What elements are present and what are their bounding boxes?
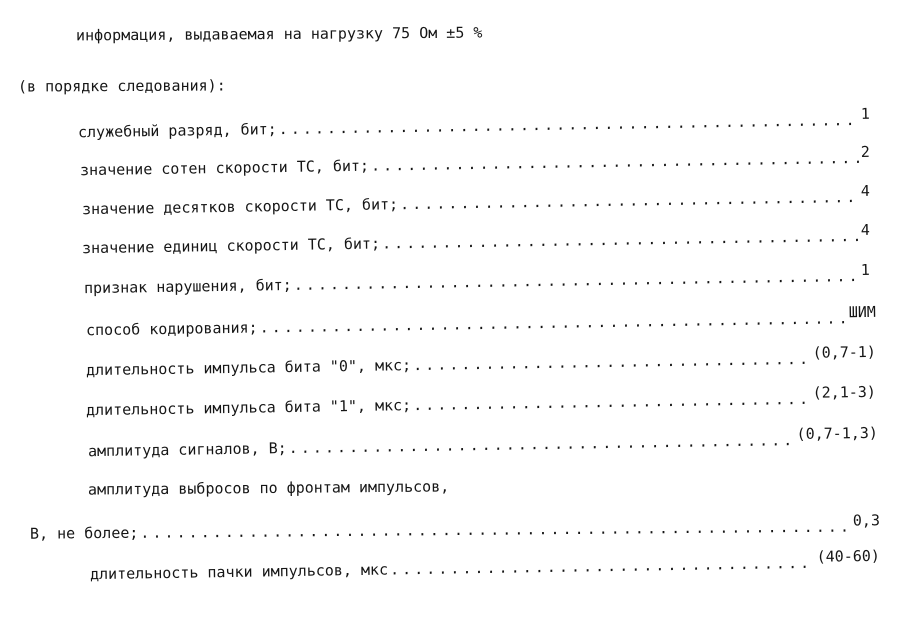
spec-row-service-bit [77,104,870,142]
spec-label: служебный разряд, бит; [77,120,277,142]
spec-value: (0,7-1) [812,342,876,362]
spec-label-overshoot-line-1: амплитуда выбросов по фронтам импульсов, [87,477,450,499]
spec-value: (0,7-1,3) [796,423,878,444]
dot-leader [289,430,795,458]
spec-label: способ кодирования; [85,318,258,340]
spec-value: 1 [860,104,870,123]
spec-label: длительность пачки импульсов, мкс [89,560,389,584]
dot-leader [371,148,859,176]
spec-value: 4 [860,220,870,239]
spec-value: 0,3 [852,511,881,530]
spec-row-tens [81,181,870,219]
spec-label: длительность импульса бита "1", мкс; [85,396,412,420]
spec-row-signal-amplitude [87,423,878,461]
dot-leader [279,110,860,139]
spec-value: ШИМ [848,302,876,322]
dot-leader [413,349,811,375]
spec-label: амплитуда сигналов, В; [87,439,287,461]
spec-label: признак нарушения, бит; [83,275,292,298]
intro-line-1: информация, выдаваемая на нагрузку 75 Ом ±5 % [75,23,483,45]
dot-leader [382,226,859,253]
dot-leader [390,553,815,580]
spec-row-overshoot-amplitude [29,511,881,543]
dot-leader [294,266,859,295]
spec-row-encoding [85,302,876,340]
dot-leader [259,308,847,337]
spec-label: значение единиц скорости ТС, бит; [81,234,381,258]
spec-label: значение десятков скорости ТС, бит; [81,195,399,219]
spec-row-bit1-duration [85,382,876,420]
spec-row-violation-flag [83,260,870,298]
spec-row-bit0-duration [85,342,876,380]
spec-label: значение сотен скорости ТС, бит; [79,156,370,180]
spec-label: В, не более; [29,523,139,543]
spec-value: 4 [860,181,870,200]
spec-row-units [81,220,870,258]
spec-row-burst-duration [89,546,880,584]
intro-line-2: (в порядке следования): [17,76,226,96]
dot-leader [413,389,811,415]
spec-value: 1 [860,260,870,279]
spec-value: (40-60) [816,546,880,566]
spec-value: (2,1-3) [812,382,876,402]
spec-row-hundreds [79,142,870,180]
spec-value: 2 [860,142,870,161]
dot-leader [400,187,859,214]
spec-label: длительность импульса бита "0", мкс; [85,356,412,380]
dot-leader [140,517,851,543]
